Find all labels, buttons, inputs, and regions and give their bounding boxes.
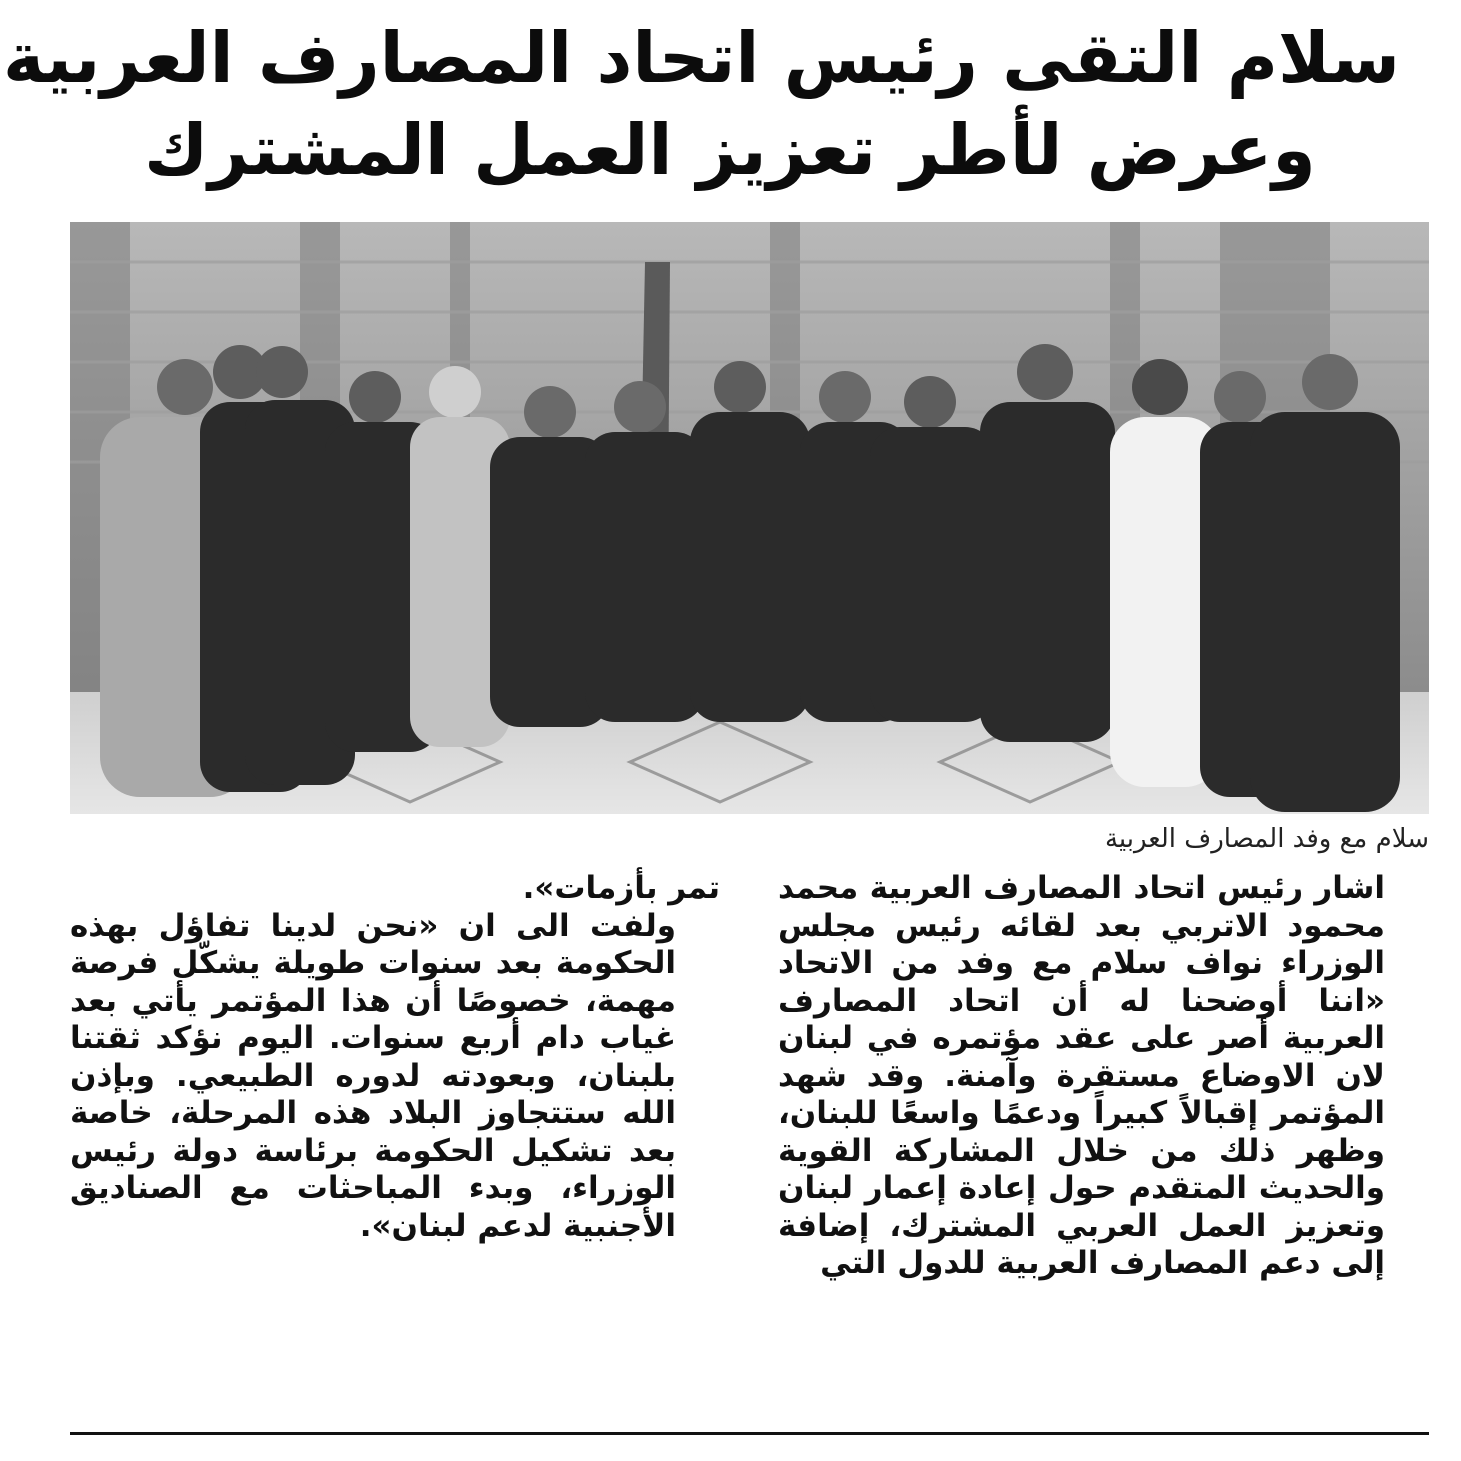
article-column-right bbox=[778, 870, 1429, 1410]
news-photo bbox=[70, 222, 1429, 814]
article-paragraph-1-continued: تمر بأزمات». bbox=[522, 870, 720, 906]
article-column-left bbox=[70, 870, 720, 1410]
article-paragraph-1: اشار رئيس اتحاد المصارف العربية محمد محمود الاتربي بعد لقائه رئيس مجلس الوزراء نواف سلام مع وفد من الاتحاد «اننا أوضحنا له أن اتحاد المصارف العربية أصر على عقد مؤتمره في لبنان لان الاوضاع مستقرة وآمنة. وقد شهد المؤتمر إقبالاً كبيراً ودعمًا واسعًا للبنان، وظهر ذلك من خلال المشاركة القوية والحديث المتقدم حول إعادة إعمار لبنان وتعزيز العمل العربي المشترك، إضافة إلى دعم المصارف العربية للدول التي bbox=[778, 870, 1385, 1281]
photo-caption: سلام مع وفد المصارف العربية bbox=[1104, 824, 1429, 854]
headline bbox=[3, 12, 1400, 212]
bottom-divider bbox=[70, 1432, 1429, 1435]
headline-line-1: سلام التقى رئيس اتحاد المصارف العربية bbox=[3, 17, 1400, 99]
article-paragraph-2: ولفت الى ان «نحن لدينا تفاؤل بهذه الحكومة بعد سنوات طويلة يشكّل فرصة مهمة، خصوصًا أن هذا المؤتمر يأتي بعد غياب دام أربع سنوات. اليوم نؤكد ثقتنا بلبنان، وبعودته لدوره الطبيعي. وبإذن الله ستتجاوز البلاد هذه المرحلة، خاصة بعد تشكيل الحكومة برئاسة دولة رئيس الوزراء، وبدء المباحثات مع الصناديق الأجنبية لدعم لبنان». bbox=[70, 907, 676, 1244]
headline-line-2: وعرض لأطر تعزيز العمل المشترك bbox=[144, 109, 1316, 191]
group-photo-illustration bbox=[70, 222, 1429, 814]
